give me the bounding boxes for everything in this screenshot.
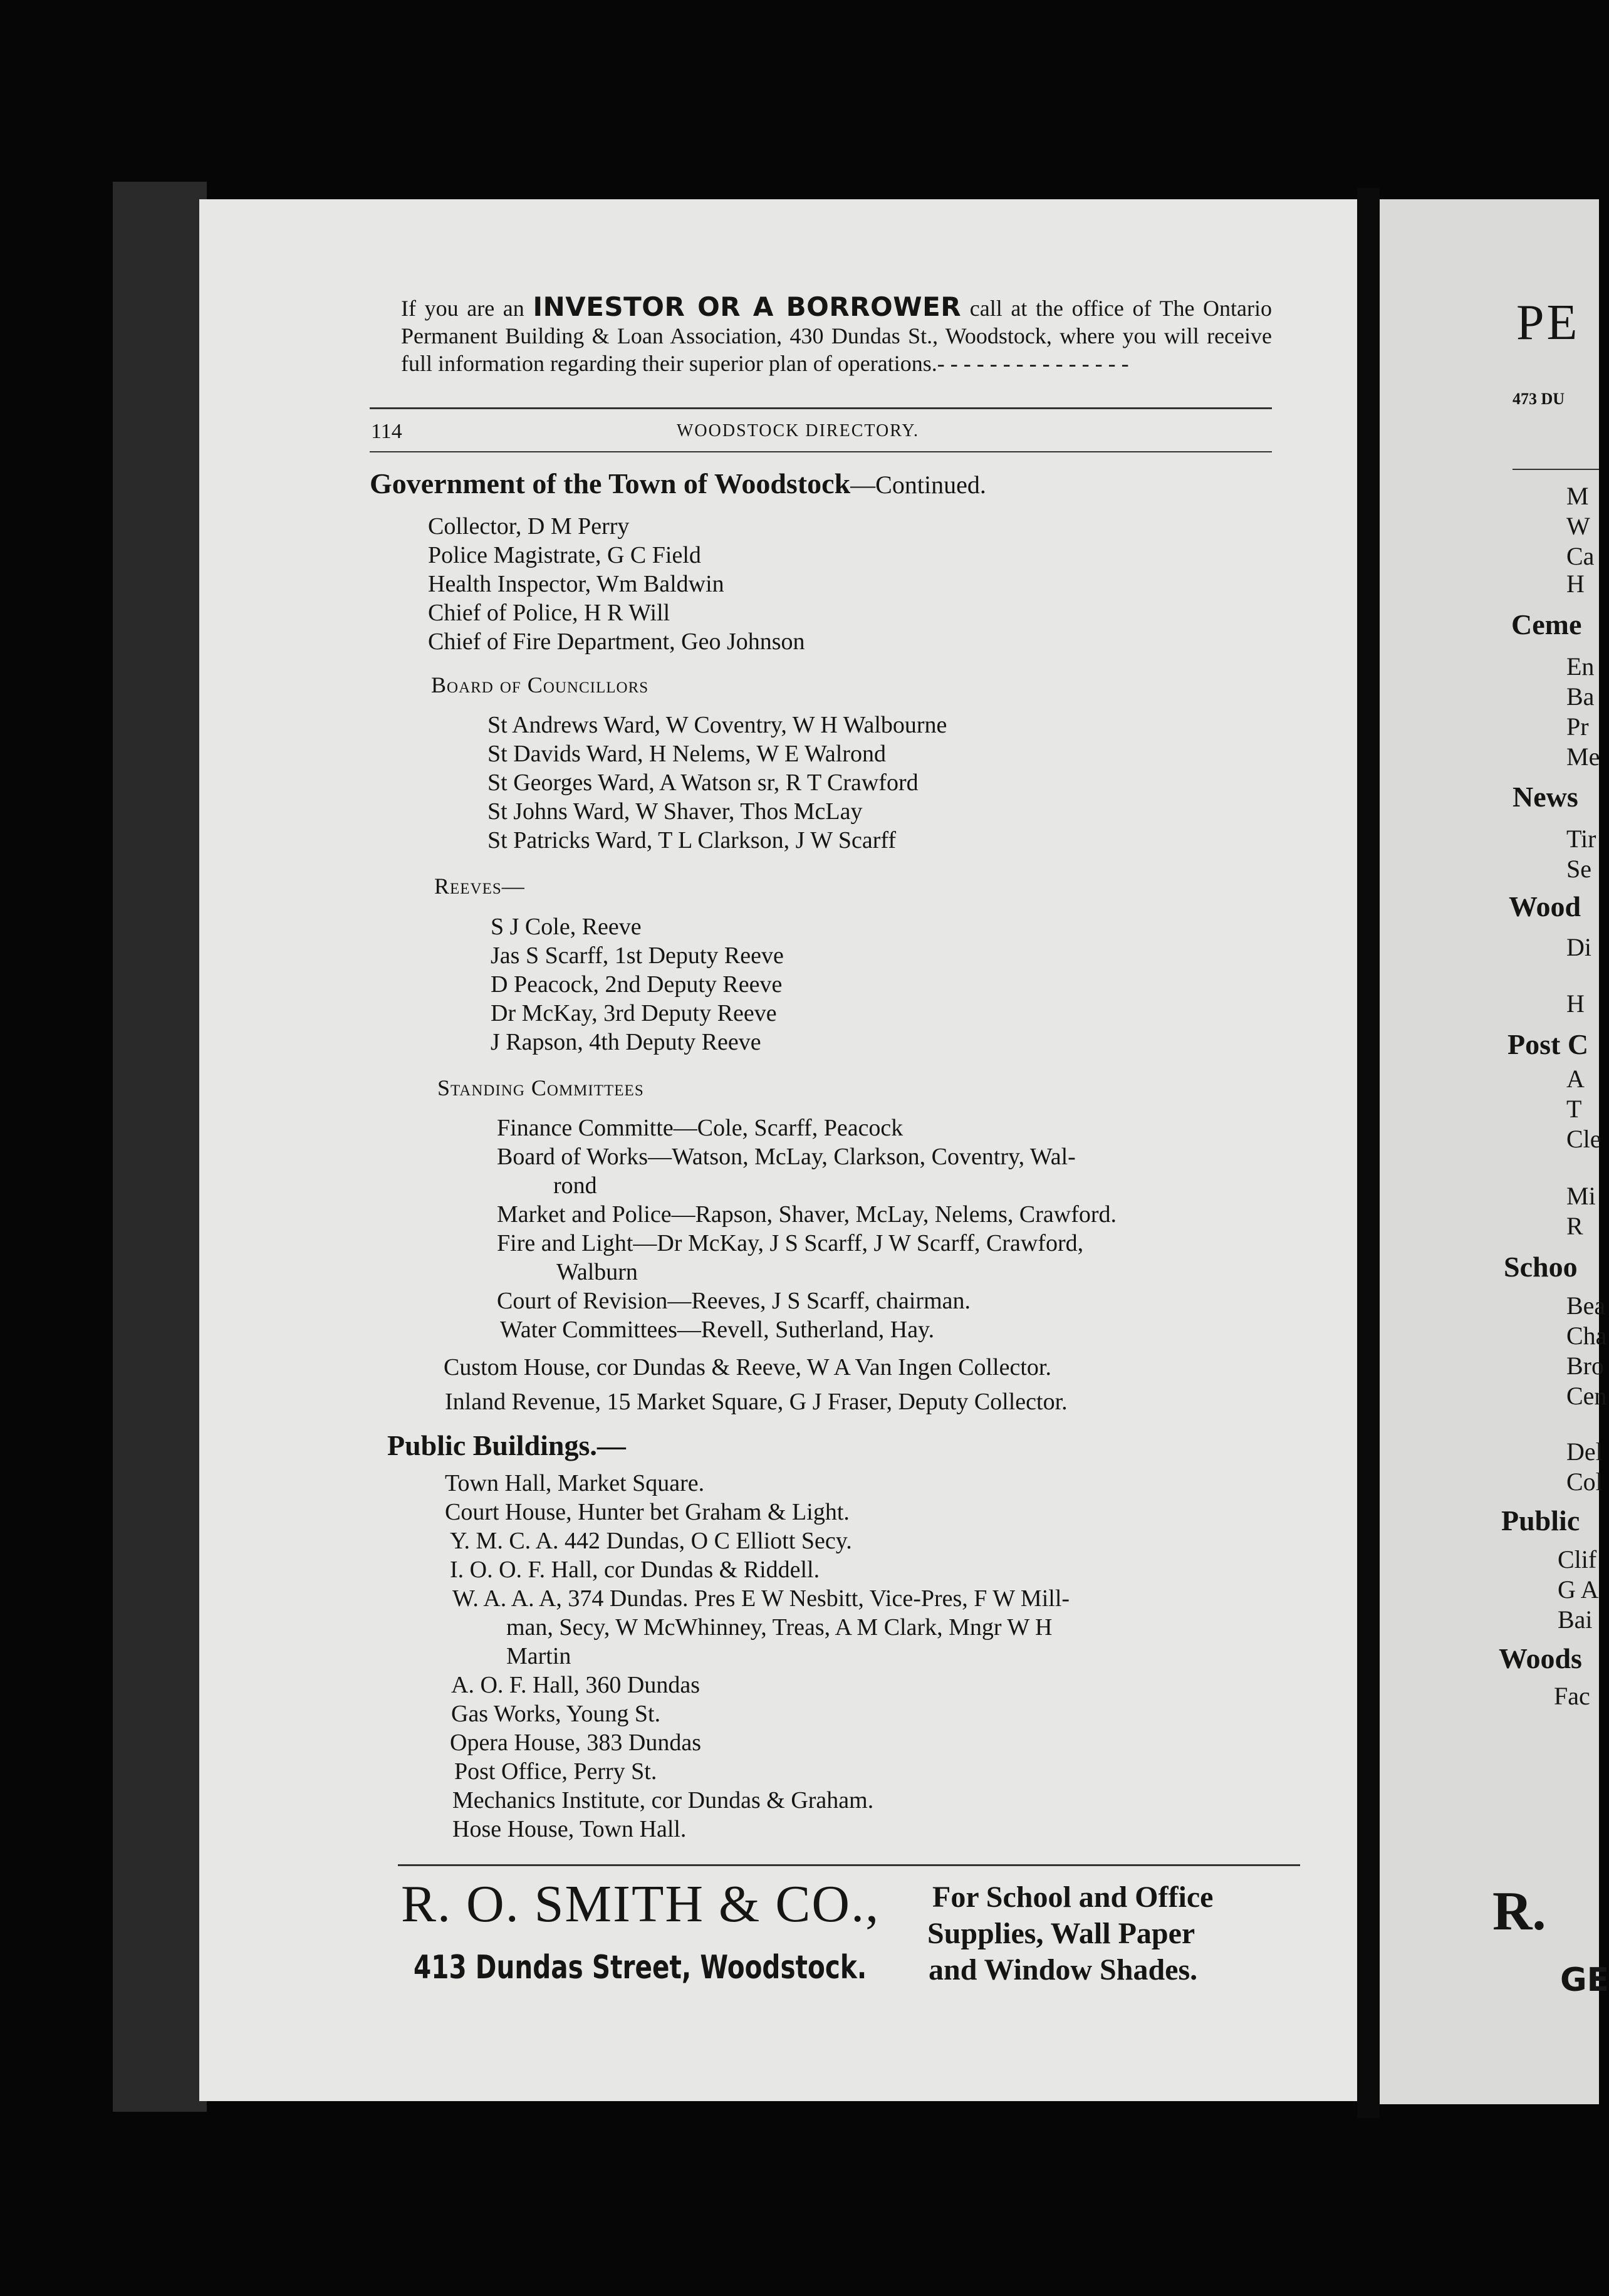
ward-entry: St Andrews Ward, W Coventry, W H Walbourne: [487, 712, 947, 738]
right-rule: [1513, 469, 1599, 470]
top-ad-post: call at the office of The Ontario Permanent Building & Loan Association, 430 Dundas St., Woodstock, where you will receive full information regarding their superior plan of operations.- - - - - - - - - - - - - - -: [401, 296, 1273, 376]
building-entry: Post Office, Perry St.: [454, 1758, 657, 1785]
ward-entry: St Davids Ward, H Nelems, W E Walrond: [487, 741, 886, 767]
reeve-entry: D Peacock, 2nd Deputy Reeve: [491, 971, 783, 998]
right-line: Cle: [1566, 1125, 1601, 1153]
right-line: Bro: [1566, 1352, 1604, 1380]
supplies-line: For School and Office: [932, 1881, 1214, 1914]
right-page-subhead: 473 DU: [1513, 390, 1565, 408]
ward-entry: St Johns Ward, W Shaver, Thos McLay: [487, 798, 863, 825]
right-line: Di: [1566, 933, 1591, 961]
right-heading: Ceme: [1511, 608, 1582, 640]
right-line: Tir: [1566, 825, 1596, 853]
right-heading: News: [1513, 781, 1578, 813]
right-line: Cen: [1566, 1382, 1607, 1410]
inland-revenue-entry: Inland Revenue, 15 Market Square, G J Fraser, Deputy Collector.: [445, 1389, 1068, 1415]
right-line: Se: [1566, 855, 1591, 883]
right-line: Ca: [1566, 542, 1595, 570]
right-line: Pr: [1566, 712, 1589, 741]
reeves-heading: Reeves—: [434, 874, 525, 899]
right-line: En: [1566, 652, 1595, 681]
reeve-entry: Jas S Scarff, 1st Deputy Reeve: [491, 942, 784, 969]
top-advertisement: [401, 293, 1272, 377]
right-heading: Woods: [1499, 1642, 1582, 1674]
ward-entry: St Patricks Ward, T L Clarkson, J W Scarff: [487, 827, 897, 853]
footer-rule: [398, 1864, 1300, 1866]
building-entry: Hose House, Town Hall.: [452, 1816, 687, 1842]
building-entry: I. O. O. F. Hall, cor Dundas & Riddell.: [450, 1557, 820, 1583]
official-entry: Police Magistrate, G C Field: [428, 542, 701, 568]
reeve-entry: Dr McKay, 3rd Deputy Reeve: [491, 1000, 777, 1026]
book-binding-edge: [113, 182, 207, 2112]
building-entry: Court House, Hunter bet Graham & Light.: [445, 1499, 850, 1525]
firm-name: R. O. SMITH & CO.,: [401, 1875, 880, 1933]
right-line: M: [1566, 482, 1589, 510]
committee-entry: Board of Works—Watson, McLay, Clarkson, Coventry, Wal-: [497, 1144, 1076, 1170]
committee-entry: Finance Committe—Cole, Scarff, Peacock: [497, 1115, 903, 1141]
committee-entry-cont: Walburn: [556, 1259, 638, 1285]
right-line: G A: [1558, 1575, 1599, 1604]
committee-entry: Market and Police—Rapson, Shaver, McLay, Nelems, Crawford.: [497, 1201, 1117, 1228]
right-line: Cha: [1566, 1322, 1607, 1350]
right-bottom-line: GE: [1560, 1961, 1609, 1999]
committee-entry: Fire and Light—Dr McKay, J S Scarff, J W Scarff, Crawford,: [497, 1230, 1084, 1256]
building-entry: Mechanics Institute, cor Dundas & Graham.: [452, 1787, 874, 1813]
building-entry: Gas Works, Young St.: [451, 1701, 661, 1727]
right-line: A: [1566, 1065, 1585, 1093]
committee-entry: Water Committees—Revell, Sutherland, Hay.: [500, 1317, 935, 1343]
header-rule-top: [370, 407, 1272, 409]
building-entry: W. A. A. A, 374 Dundas. Pres E W Nesbitt, Vice-Pres, F W Mill-: [452, 1585, 1070, 1612]
right-line: Mi: [1566, 1182, 1596, 1210]
right-line: Ba: [1566, 682, 1595, 711]
supplies-line: and Window Shades.: [929, 1953, 1198, 1986]
header-rule-bottom: [370, 451, 1272, 452]
official-entry: Health Inspector, Wm Baldwin: [428, 571, 724, 597]
right-line: R: [1566, 1212, 1583, 1240]
section-public-buildings-title: Public Buildings.—: [387, 1429, 626, 1461]
running-head: WOODSTOCK DIRECTORY.: [677, 421, 919, 441]
building-entry: Town Hall, Market Square.: [445, 1470, 705, 1496]
official-entry: Chief of Police, H R Will: [428, 600, 670, 626]
supplies-line: Supplies, Wall Paper: [927, 1917, 1195, 1950]
right-heading: Wood: [1509, 890, 1581, 922]
right-line: Me: [1566, 743, 1600, 771]
committee-entry: Court of Revision—Reeves, J S Scarff, chairman.: [497, 1288, 971, 1314]
right-bottom-firm: R.: [1492, 1881, 1546, 1942]
building-entry-cont: Martin: [506, 1643, 571, 1669]
right-line: H: [1566, 989, 1585, 1018]
building-entry: Opera House, 383 Dundas: [450, 1730, 702, 1756]
right-line: Bai: [1558, 1605, 1593, 1634]
right-heading: Schoo: [1504, 1251, 1578, 1283]
section-continued: —Continued.: [850, 471, 986, 499]
right-line: H: [1566, 570, 1585, 598]
ward-entry: St Georges Ward, A Watson sr, R T Crawford: [487, 770, 919, 796]
building-entry: A. O. F. Hall, 360 Dundas: [451, 1672, 700, 1698]
book-gutter: [1357, 188, 1380, 2118]
reeve-entry: J Rapson, 4th Deputy Reeve: [491, 1029, 761, 1055]
custom-house-entry: Custom House, cor Dundas & Reeve, W A Van Ingen Collector.: [444, 1354, 1051, 1380]
official-entry: Chief of Fire Department, Geo Johnson: [428, 629, 805, 655]
right-line: Bea: [1566, 1292, 1606, 1320]
right-line: T: [1566, 1095, 1582, 1123]
building-entry-cont: man, Secy, W McWhinney, Treas, A M Clark, Mngr W H: [506, 1614, 1053, 1641]
right-heading: Post C: [1507, 1028, 1589, 1060]
official-entry: Collector, D M Perry: [428, 513, 630, 540]
right-page-header: PE: [1516, 295, 1580, 350]
committee-entry-cont: rond: [553, 1172, 597, 1199]
building-entry: Y. M. C. A. 442 Dundas, O C Elliott Secy.: [450, 1528, 852, 1554]
committees-heading: Standing Committees: [437, 1075, 644, 1100]
right-line: Fac: [1554, 1682, 1590, 1710]
section-title-text: Government of the Town of Woodstock: [370, 467, 851, 499]
right-line: Del: [1566, 1438, 1603, 1466]
page-number: 114: [371, 420, 402, 443]
reeve-entry: S J Cole, Reeve: [491, 914, 642, 940]
board-heading: Board of Councillors: [431, 672, 649, 697]
right-line: Clif: [1558, 1545, 1597, 1573]
section-government-title: [370, 467, 986, 500]
top-ad-emphasis: INVESTOR OR A BORROWER: [533, 291, 962, 322]
right-line: W: [1566, 512, 1590, 540]
top-ad-pre: If you are an: [401, 296, 524, 321]
firm-address: 413 Dundas Street, Woodstock.: [414, 1949, 867, 1986]
right-line: Col: [1566, 1468, 1603, 1496]
right-heading: Public: [1501, 1505, 1580, 1537]
